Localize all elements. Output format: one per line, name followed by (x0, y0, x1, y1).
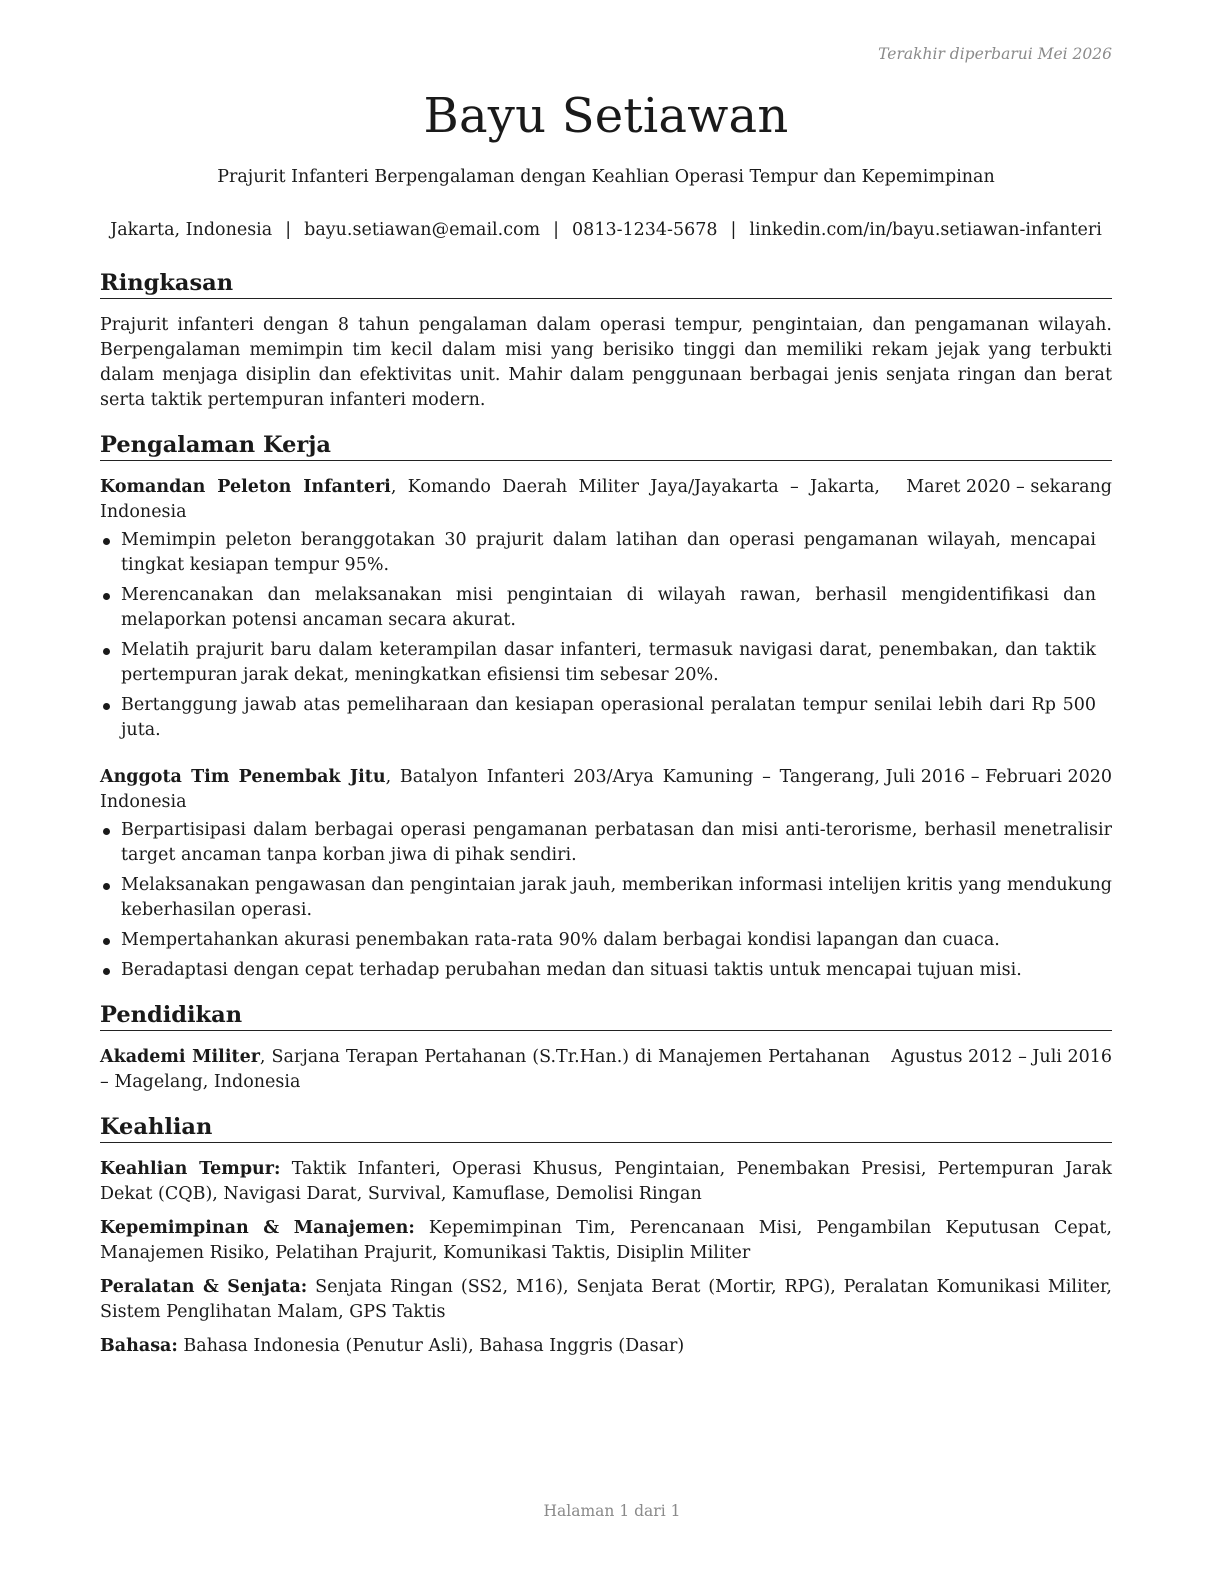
skill-line (100, 1334, 1112, 1359)
education-dates: Agustus 2012 – Juli 2016 (891, 1047, 1112, 1067)
candidate-name: Bayu Setiawan (423, 88, 789, 144)
job-header (100, 765, 1112, 815)
headline: Prajurit Infanteri Berpengalaman dengan Keahlian Operasi Tempur dan Kepemimpinan (217, 167, 995, 187)
skill-value: Bahasa Indonesia (Penutur Asli), Bahasa Inggris (Dasar) (177, 1336, 685, 1356)
job-title-line (100, 765, 880, 815)
contact-email[interactable]: bayu.setiawan@email.com (304, 220, 541, 240)
job-bullet: Memimpin peleton beranggotakan 30 prajurit dalam latihan dan operasi pengamanan wilayah, mencapai tingkat kesiapan tempur 95%. (100, 528, 1096, 578)
skill-line (100, 1157, 1112, 1207)
job-bullet: Melatih prajurit baru dalam keterampilan dasar infanteri, termasuk navigasi darat, penembakan, dan taktik pertempuran jarak dekat, meningkatkan efisiensi tim sebesar 20%. (100, 638, 1096, 688)
education-school: Akademi Militer (100, 1047, 260, 1067)
job-bullet: Bertanggung jawab atas pemeliharaan dan kesiapan operasional peralatan tempur senilai lebih dari Rp 500 juta. (100, 693, 1096, 743)
job-entry (100, 765, 1112, 983)
job-bullet: Berpartisipasi dalam berbagai operasi pengamanan perbatasan dan misi anti-terorisme, berhasil menetralisir target ancaman tanpa korban jiwa di pihak sendiri. (100, 818, 1112, 868)
skill-line (100, 1275, 1112, 1325)
job-dates: Maret 2020 – sekarang (906, 477, 1112, 497)
contact-line (100, 220, 1112, 240)
job-title-line (100, 475, 880, 525)
contact-phone: 0813-1234-5678 (572, 220, 718, 240)
section-title-summary: Ringkasan (100, 268, 1112, 299)
job-bullet: Merencanakan dan melaksanakan misi pengintaian di wilayah rawan, berhasil mengidentifikasi dan melaporkan potensi ancaman secara akurat. (100, 583, 1096, 633)
job-bullets (100, 818, 1112, 983)
job-bullets (100, 528, 1112, 743)
section-title-skills: Keahlian (100, 1112, 1112, 1143)
resume-content (100, 268, 1112, 1359)
page-footer: Halaman 1 dari 1 (543, 1502, 681, 1520)
contact-location: Jakarta, Indonesia (110, 220, 273, 240)
education-entry (100, 1045, 1112, 1095)
education-line (100, 1045, 870, 1095)
contact-linkedin[interactable]: linkedin.com/in/bayu.setiawan-infanteri (749, 220, 1102, 240)
job-organization: , Batalyon Infanteri 203/Arya Kamuning – Tangerang, Indonesia (100, 767, 880, 812)
skill-value: Taktik Infanteri, Operasi Khusus, Pengintaian, Penembakan Presisi, Pertempuran Jarak Dekat (CQB), Navigasi Darat, Survival, Kamuflase, Demolisi Ringan (100, 1159, 1113, 1204)
skill-value: Senjata Ringan (SS2, M16), Senjata Berat (Mortir, RPG), Peralatan Komunikasi Militer, Sistem Penglihatan Malam, GPS Taktis (100, 1277, 1112, 1322)
summary-text: Prajurit infanteri dengan 8 tahun pengalaman dalam operasi tempur, pengintaian, dan pengamanan wilayah. Berpengalaman memimpin tim kecil dalam misi yang berisiko tinggi dan memiliki rekam jejak yang terbukti dalam menjaga disiplin dan efektivitas unit. Mahir dalam penggunaan berbagai jenis senjata ringan dan berat serta taktik pertempuran infanteri modern. (100, 315, 1112, 410)
job-bullet: Beradaptasi dengan cepat terhadap perubahan medan dan situasi taktis untuk mencapai tujuan misi. (100, 958, 1112, 983)
section-title-education: Pendidikan (100, 1000, 1112, 1031)
job-header (100, 475, 1112, 525)
skill-line (100, 1216, 1112, 1266)
job-role: Anggota Tim Penembak Jitu (100, 767, 386, 787)
job-bullet: Melaksanakan pengawasan dan pengintaian jarak jauh, memberikan informasi intelijen kritis yang mendukung keberhasilan operasi. (100, 873, 1112, 923)
skill-label: Bahasa: (100, 1336, 178, 1356)
skill-label: Kepemimpinan & Manajemen: (100, 1218, 415, 1238)
job-dates: Juli 2016 – Februari 2020 (885, 767, 1112, 787)
resume-page (100, 0, 1112, 1584)
job-organization: , Komando Daerah Militer Jaya/Jayakarta – Jakarta, Indonesia (100, 477, 880, 522)
job-entry (100, 475, 1112, 743)
skill-label: Peralatan & Senjata: (100, 1277, 308, 1297)
contact-separator: | (553, 220, 560, 240)
skill-label: Keahlian Tempur: (100, 1159, 281, 1179)
job-bullet: Mempertahankan akurasi penembakan rata-rata 90% dalam berbagai kondisi lapangan dan cuaca. (100, 928, 1112, 953)
contact-separator: | (730, 220, 737, 240)
job-role: Komandan Peleton Infanteri (100, 477, 391, 497)
skill-value: Kepemimpinan Tim, Perencanaan Misi, Pengambilan Keputusan Cepat, Manajemen Risiko, Pelatihan Prajurit, Komunikasi Taktis, Disiplin Militer (100, 1218, 1112, 1263)
contact-separator: | (285, 220, 292, 240)
section-title-experience: Pengalaman Kerja (100, 430, 1112, 461)
education-detail: , Sarjana Terapan Pertahanan (S.Tr.Han.) di Manajemen Pertahanan – Magelang, Indonesia (100, 1047, 870, 1092)
last-updated: Terakhir diperbarui Mei 2026 (878, 45, 1112, 63)
